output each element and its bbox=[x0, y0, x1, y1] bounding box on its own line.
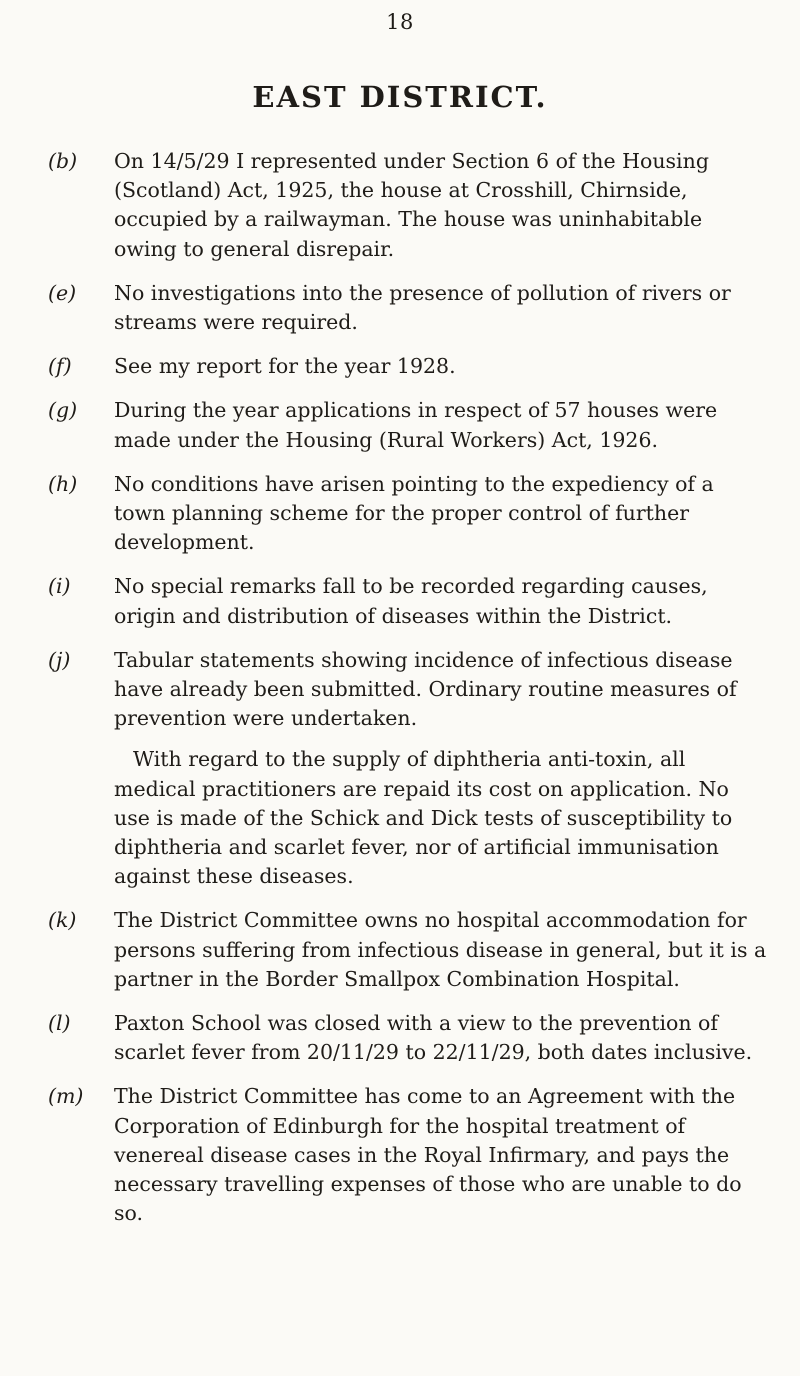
item-e bbox=[48, 279, 768, 337]
item-label: (l) bbox=[48, 1011, 71, 1036]
item-paragraph: With regard to the supply of diphtheria anti-toxin, all medical practitioners are repaid its cost on application. No use is made of the Schick and Dick tests of susceptibility to diphtheria and scarlet fever, nor of artificial immunisation against these diseases. bbox=[114, 747, 733, 889]
item-paragraph: Paxton School was closed with a view to the prevention of scarlet fever from 20/11/29 to 22/11/29, both dates inclusive. bbox=[114, 1011, 753, 1065]
item-k bbox=[48, 906, 768, 994]
item-label: (k) bbox=[48, 908, 77, 933]
item-paragraph: During the year applications in respect of 57 houses were made under the Housing (Rural Workers) Act, 1926. bbox=[114, 398, 718, 452]
section-heading: EAST DISTRICT. bbox=[252, 80, 548, 114]
item-l bbox=[48, 1009, 768, 1067]
item-label: (f) bbox=[48, 354, 72, 379]
item-m bbox=[48, 1082, 768, 1228]
item-label: (m) bbox=[48, 1084, 84, 1109]
page-number: 18 bbox=[386, 10, 414, 34]
item-paragraph: No investigations into the presence of pollution of rivers or streams were required. bbox=[114, 280, 731, 335]
item-f bbox=[48, 352, 768, 381]
item-paragraph: The District Committee owns no hospital accommodation for persons suffering from infectious disease in general, but it is a partner in the Border Smallpox Combination Hospital. bbox=[114, 908, 767, 991]
item-paragraph: No conditions have arisen pointing to the expediency of a town planning scheme for the proper control of further development. bbox=[114, 471, 714, 555]
item-g bbox=[48, 396, 768, 454]
item-i bbox=[48, 572, 768, 630]
item-paragraph: See my report for the year 1928. bbox=[114, 354, 456, 379]
item-label: (h) bbox=[48, 471, 78, 496]
item-paragraph: No special remarks fall to be recorded regarding causes, origin and distribution of diseases within the District. bbox=[114, 574, 708, 628]
item-j bbox=[48, 646, 768, 892]
report-items bbox=[48, 147, 768, 1244]
item-paragraph: On 14/5/29 I represented under Section 6 of the Housing (Scotland) Act, 1925, the house at Crosshill, Chirnside, occupied by a railwayman. The house was uninhabitable owing to general disrepair. bbox=[114, 149, 709, 261]
item-h bbox=[48, 470, 768, 558]
item-label: (e) bbox=[48, 280, 77, 305]
item-label: (b) bbox=[48, 149, 78, 173]
item-paragraph: Tabular statements showing incidence of infectious disease have already been submitted. Ordinary routine measures of prevention were undertaken. bbox=[114, 647, 737, 731]
item-label: (i) bbox=[48, 574, 71, 599]
item-paragraph: The District Committee has come to an Agreement with the Corporation of Edinburgh for the hospital treatment of venereal disease cases in the Royal Infirmary, and pays the necessary travelling expenses of those who are unable to do so. bbox=[114, 1084, 742, 1226]
item-b bbox=[48, 147, 768, 264]
item-label: (g) bbox=[48, 398, 78, 423]
item-label: (j) bbox=[48, 647, 71, 672]
